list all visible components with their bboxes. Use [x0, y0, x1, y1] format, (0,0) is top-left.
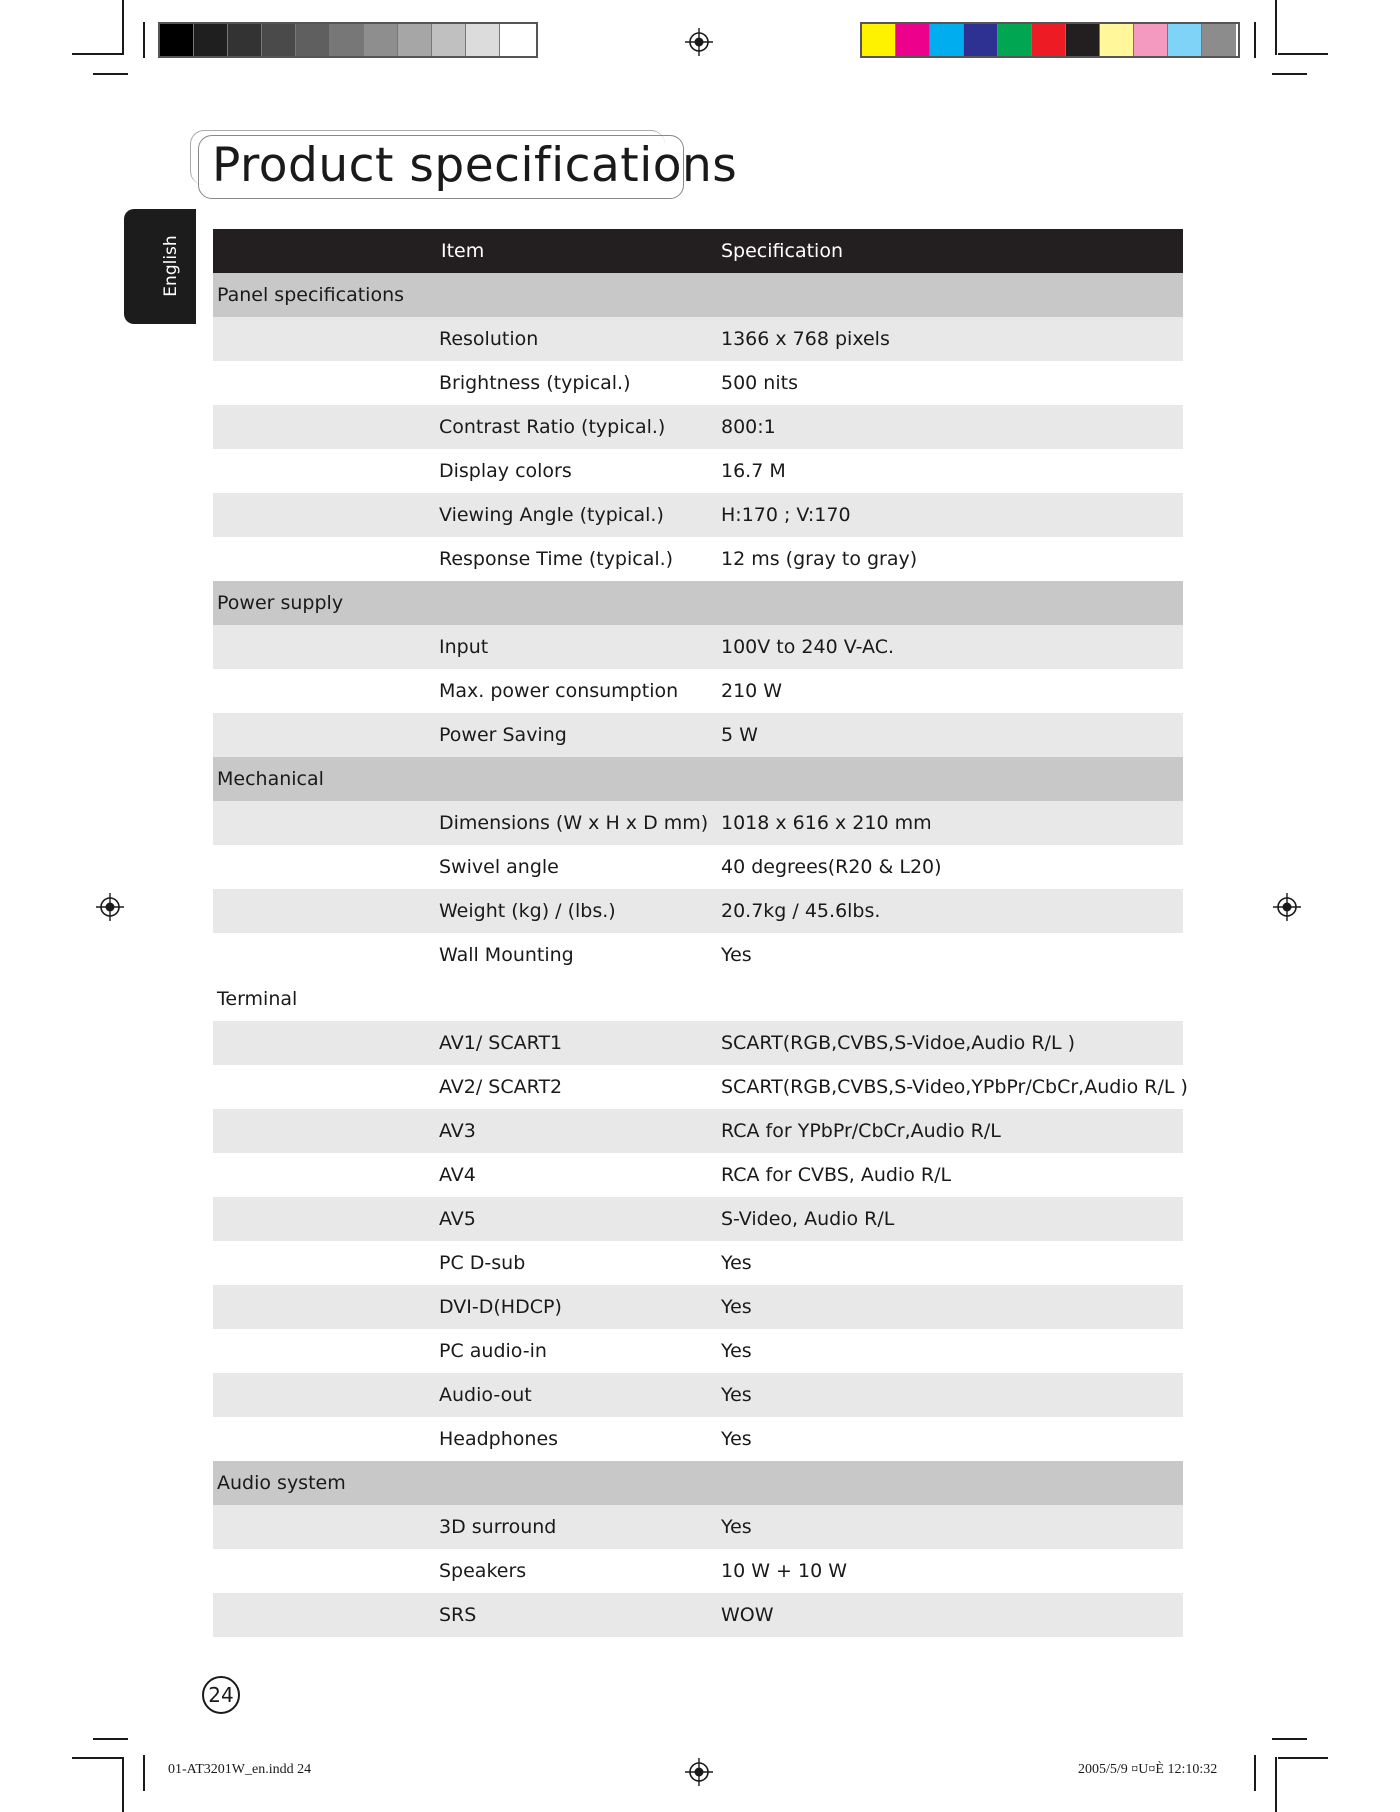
section-row — [213, 977, 1183, 1021]
color-swatch — [1066, 24, 1100, 56]
registration-mark-icon — [685, 1758, 713, 1786]
row-item: Max. power consumption — [439, 680, 679, 702]
language-tab — [124, 209, 196, 324]
crop-mark — [93, 73, 128, 75]
color-swatch — [998, 24, 1032, 56]
row-item: Viewing Angle (typical.) — [439, 504, 664, 526]
color-swatch — [262, 24, 296, 56]
crop-mark — [1254, 22, 1256, 58]
grayscale-color-bar — [158, 22, 538, 58]
color-swatch — [1134, 24, 1168, 56]
table-row — [213, 361, 1183, 405]
color-swatch — [1100, 24, 1134, 56]
table-row — [213, 493, 1183, 537]
table-row — [213, 317, 1183, 361]
table-row — [213, 1021, 1183, 1065]
row-spec: RCA for CVBS, Audio R/L — [721, 1164, 952, 1186]
table-row — [213, 405, 1183, 449]
row-item: Speakers — [439, 1560, 527, 1582]
color-swatch — [964, 24, 998, 56]
registration-mark-icon — [1273, 893, 1301, 921]
table-row — [213, 801, 1183, 845]
row-spec: S-Video, Audio R/L — [721, 1208, 895, 1230]
section-title: Mechanical — [217, 768, 324, 790]
color-swatch — [330, 24, 364, 56]
color-swatch — [1032, 24, 1066, 56]
row-spec: Yes — [721, 1252, 752, 1274]
crop-mark — [122, 0, 124, 55]
table-row — [213, 537, 1183, 581]
color-swatch — [862, 24, 896, 56]
row-item: Power Saving — [439, 724, 567, 746]
row-spec: SCART(RGB,CVBS,S-Vidoe,Audio R/L ) — [721, 1032, 1075, 1054]
section-row — [213, 581, 1183, 625]
row-item: Headphones — [439, 1428, 559, 1450]
row-item: SRS — [439, 1604, 477, 1626]
table-row — [213, 889, 1183, 933]
row-item: DVI-D(HDCP) — [439, 1296, 562, 1318]
header-item: Item — [441, 240, 485, 262]
table-row — [213, 845, 1183, 889]
registration-mark-icon — [96, 893, 124, 921]
row-spec: H:170 ; V:170 — [721, 504, 851, 526]
row-spec: 20.7kg / 45.6lbs. — [721, 900, 881, 922]
table-row — [213, 1065, 1188, 1109]
row-spec: 12 ms (gray to gray) — [721, 548, 918, 570]
section-title: Audio system — [217, 1472, 346, 1494]
section-title: Panel specifications — [217, 284, 405, 306]
row-item: Response Time (typical.) — [439, 548, 674, 570]
registration-mark-icon — [685, 28, 713, 56]
header-specification: Specification — [721, 240, 843, 262]
row-spec: WOW — [721, 1604, 774, 1626]
crop-mark — [72, 1757, 122, 1759]
table-row — [213, 1109, 1183, 1153]
crop-mark — [143, 22, 145, 58]
row-spec: 500 nits — [721, 372, 798, 394]
crop-mark — [1278, 53, 1328, 55]
row-item: Weight (kg) / (lbs.) — [439, 900, 616, 922]
row-spec: 5 W — [721, 724, 758, 746]
color-swatch — [364, 24, 398, 56]
table-row — [213, 1373, 1183, 1417]
crop-mark — [1272, 73, 1307, 75]
table-row — [213, 1549, 1183, 1593]
row-spec: Yes — [721, 1340, 752, 1362]
row-item: Display colors — [439, 460, 572, 482]
color-swatch — [160, 24, 194, 56]
color-swatch — [398, 24, 432, 56]
crop-mark — [1275, 0, 1277, 55]
crop-mark — [143, 1755, 145, 1791]
row-spec: 1366 x 768 pixels — [721, 328, 890, 350]
crop-mark — [1278, 1757, 1328, 1759]
row-item: PC audio-in — [439, 1340, 547, 1362]
table-row — [213, 1329, 1183, 1373]
table-row — [213, 1197, 1183, 1241]
row-item: AV2/ SCART2 — [439, 1076, 563, 1098]
row-item: Brightness (typical.) — [439, 372, 631, 394]
table-row — [213, 1285, 1183, 1329]
section-row — [213, 757, 1183, 801]
row-spec: Yes — [721, 944, 752, 966]
table-header — [213, 229, 1183, 273]
table-row — [213, 1153, 1183, 1197]
row-spec: Yes — [721, 1428, 752, 1450]
page-number: 24 — [202, 1676, 240, 1714]
row-spec: 1018 x 616 x 210 mm — [721, 812, 932, 834]
table-body — [213, 273, 1188, 1637]
table-row — [213, 669, 1183, 713]
row-spec: SCART(RGB,CVBS,S-Video,YPbPr/CbCr,Audio R/L ) — [721, 1076, 1188, 1098]
row-spec: 16.7 M — [721, 460, 786, 482]
row-item: AV4 — [439, 1164, 476, 1186]
row-item: AV5 — [439, 1208, 476, 1230]
table-row — [213, 1241, 1183, 1285]
footer-file-name: 01-AT3201W_en.indd 24 — [168, 1762, 312, 1777]
table-row — [213, 625, 1183, 669]
row-item: Input — [439, 636, 489, 658]
row-item: PC D-sub — [439, 1252, 526, 1274]
row-spec: Yes — [721, 1384, 752, 1406]
row-spec: 40 degrees(R20 & L20) — [721, 856, 942, 878]
row-item: 3D surround — [439, 1516, 557, 1538]
row-item: Audio-out — [439, 1384, 532, 1406]
row-item: AV3 — [439, 1120, 476, 1142]
row-item: Contrast Ratio (typical.) — [439, 416, 666, 438]
table-row — [213, 1505, 1183, 1549]
row-spec: Yes — [721, 1296, 752, 1318]
process-color-bar — [860, 22, 1240, 58]
row-spec: 210 W — [721, 680, 783, 702]
color-swatch — [930, 24, 964, 56]
language-tab-label: English — [161, 235, 181, 297]
row-item: Resolution — [439, 328, 539, 350]
row-item: Dimensions (W x H x D mm) — [439, 812, 709, 834]
page-title: Product specifications — [212, 138, 738, 193]
crop-mark — [1254, 1755, 1256, 1791]
color-swatch — [296, 24, 330, 56]
crop-mark — [1275, 1757, 1277, 1812]
color-swatch — [194, 24, 228, 56]
table-row — [213, 1593, 1183, 1637]
footer-timestamp: 2005/5/9 ¤U¤È 12:10:32 — [1078, 1762, 1218, 1777]
row-item: Swivel angle — [439, 856, 559, 878]
color-swatch — [228, 24, 262, 56]
row-spec: Yes — [721, 1516, 752, 1538]
color-swatch — [500, 24, 534, 56]
row-spec: 100V to 240 V-AC. — [721, 636, 895, 658]
row-spec: RCA for YPbPr/CbCr,Audio R/L — [721, 1120, 1001, 1142]
row-item: AV1/ SCART1 — [439, 1032, 563, 1054]
crop-mark — [72, 53, 122, 55]
crop-mark — [93, 1738, 128, 1740]
color-swatch — [1168, 24, 1202, 56]
color-swatch — [1202, 24, 1236, 56]
crop-mark — [1272, 1738, 1307, 1740]
section-title: Terminal — [217, 988, 298, 1010]
table-row — [213, 1417, 1183, 1461]
section-row — [213, 273, 1183, 317]
spec-table — [213, 229, 1188, 1637]
crop-mark — [122, 1757, 124, 1812]
row-item: Wall Mounting — [439, 944, 574, 966]
color-swatch — [896, 24, 930, 56]
section-title: Power supply — [217, 592, 344, 614]
color-swatch — [432, 24, 466, 56]
row-spec: 10 W + 10 W — [721, 1560, 848, 1582]
table-row — [213, 449, 1183, 493]
color-swatch — [466, 24, 500, 56]
table-row — [213, 713, 1183, 757]
row-spec: 800:1 — [721, 416, 776, 438]
section-row — [213, 1461, 1183, 1505]
table-row — [213, 933, 1183, 977]
